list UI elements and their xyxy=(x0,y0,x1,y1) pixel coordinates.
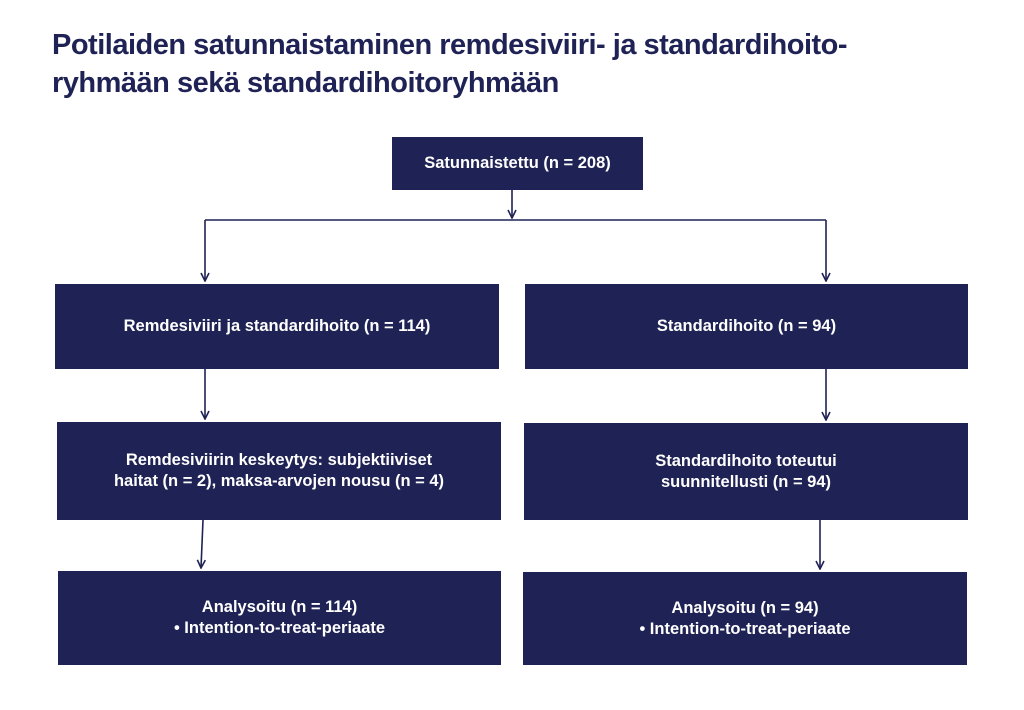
title-line-2: ryhmään sekä standardihoitoryhmään xyxy=(52,67,559,99)
left-analysis-line-1: Analysoitu (n = 114) xyxy=(201,598,358,616)
right-completion-line-2: suunnitellusti (n = 94) xyxy=(660,472,832,491)
left-group-label: Remdesiviiri ja standardihoito (n = 114) xyxy=(123,317,431,335)
root-label: Satunnaistettu (n = 208) xyxy=(424,154,611,172)
right-analysis-line-2: • Intention-to-treat-periaate xyxy=(639,619,851,638)
title-line-1: Potilaiden satunnaistaminen remdesiviiri- ja standardihoito- xyxy=(52,29,848,61)
right-group-label: Standardihoito (n = 94) xyxy=(656,317,837,335)
left-analysis-box xyxy=(58,571,501,665)
left-discontinuation-box xyxy=(57,422,501,520)
right-analysis-box xyxy=(523,572,967,665)
root-box xyxy=(392,137,643,190)
left-discontinuation-line-2: haitat (n = 2), maksa-arvojen nousu (n = 4) xyxy=(113,472,445,490)
right-completion-box xyxy=(524,423,968,520)
left-discontinuation-line-1: Remdesiviirin keskeytys: subjektiiviset xyxy=(125,451,433,469)
right-group-box xyxy=(525,284,968,369)
right-analysis-line-1: Analysoitu (n = 94) xyxy=(671,598,819,617)
left-group-box xyxy=(55,284,499,369)
left-to-analysis-arrow xyxy=(201,520,203,568)
right-completion-line-1: Standardihoito toteutui xyxy=(655,451,837,470)
left-analysis-line-2: • Intention-to-treat-periaate xyxy=(173,619,386,637)
